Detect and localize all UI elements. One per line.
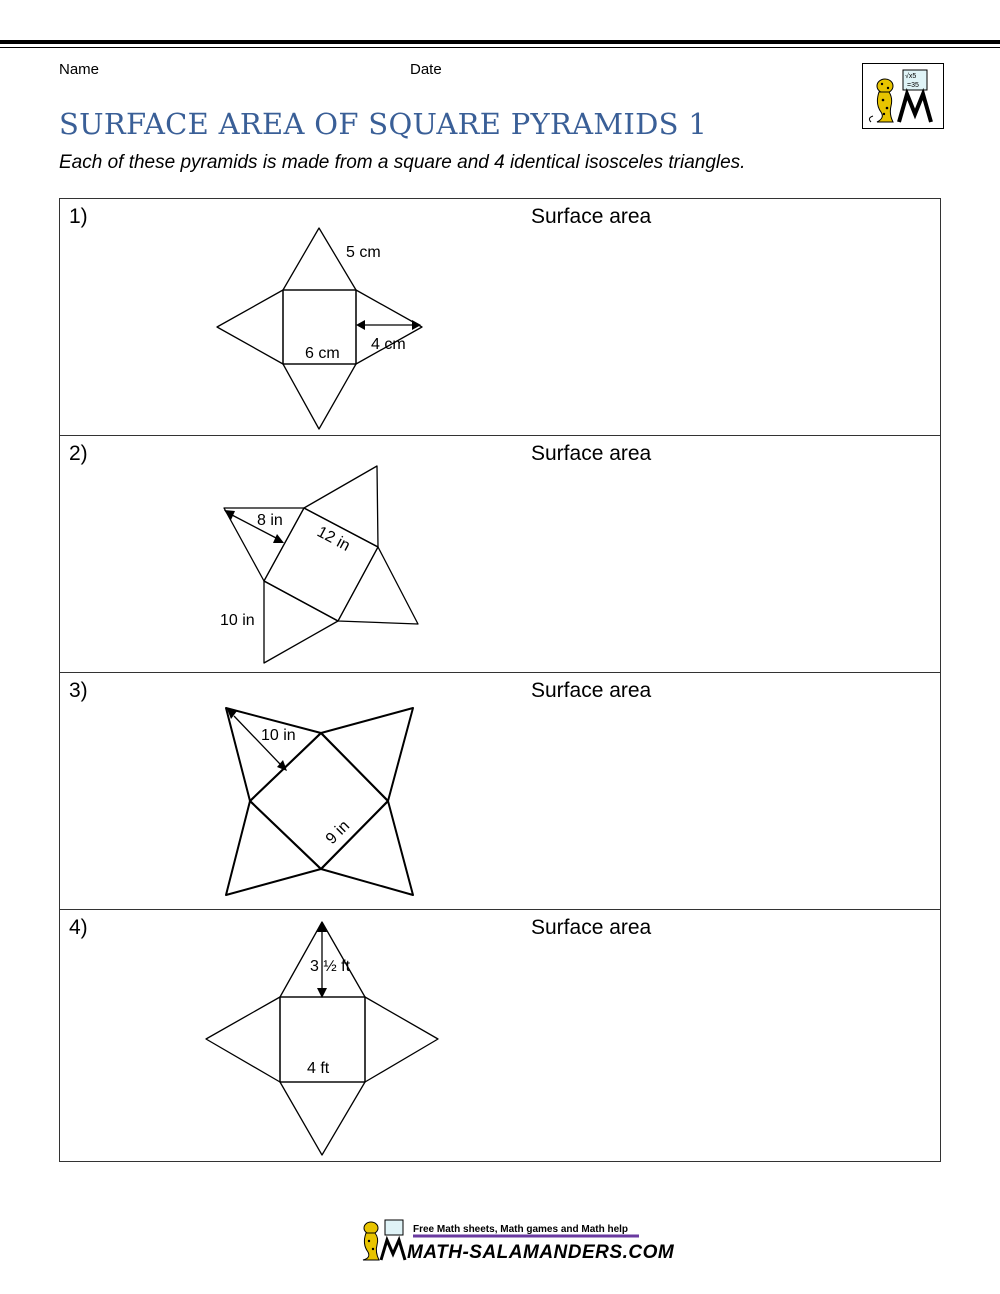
pyramid-net-1: [60, 199, 940, 436]
footer-tagline: Free Math sheets, Math games and Math help: [413, 1224, 629, 1235]
net-triangle-left: [217, 290, 283, 364]
label-slant-edge: 5 cm: [346, 244, 381, 261]
label-base: 9 in: [322, 817, 354, 848]
arrowhead-icon: [356, 320, 365, 330]
label-slant-height: 10 in: [261, 727, 296, 744]
logo-text-top: √x5: [905, 73, 917, 80]
net-triangle-right: [365, 997, 438, 1082]
date-label: Date: [410, 61, 442, 78]
net-triangle-bottom: [264, 581, 338, 663]
salamander-logo: [862, 63, 944, 129]
pyramid-net-4: [60, 910, 940, 1162]
question-number: 1): [69, 205, 88, 228]
instructions: Each of these pyramids is made from a square and 4 identical isosceles triangles.: [59, 152, 746, 173]
surface-area-label: Surface area: [531, 205, 652, 228]
question-2: [60, 436, 940, 673]
name-label: Name: [59, 61, 100, 78]
question-number: 2): [69, 442, 88, 465]
label-base: 4 ft: [307, 1060, 330, 1077]
label-slant-height: 8 in: [257, 512, 283, 529]
net-triangle-bottom-left: [226, 801, 321, 895]
arrowhead-icon: [273, 534, 284, 543]
pyramid-net-3: [60, 673, 940, 910]
label-slant-height: 3 ½ ft: [310, 958, 351, 975]
net-triangle-bottom: [280, 1082, 365, 1155]
surface-area-label: Surface area: [531, 916, 652, 939]
net-triangle-right: [338, 547, 418, 624]
logo-text-bottom: =35: [907, 82, 919, 89]
label-base: 12 in: [314, 523, 353, 555]
page-title: SURFACE AREA OF SQUARE PYRAMIDS 1: [59, 107, 708, 141]
pyramid-net-2: [60, 436, 940, 673]
net-triangle-top-right: [321, 708, 413, 801]
net-triangle-bottom: [283, 364, 356, 429]
salamander-footer-icon: [355, 1218, 675, 1264]
salamander-logo-icon: [863, 64, 943, 128]
question-4: [60, 910, 940, 1162]
question-grid: [59, 198, 941, 1162]
net-triangle-left: [206, 997, 280, 1082]
label-slant-edge: 10 in: [220, 612, 255, 629]
surface-area-label: Surface area: [531, 442, 652, 465]
question-number: 4): [69, 916, 88, 939]
footer-logo: [355, 1218, 675, 1264]
question-number: 3): [69, 679, 88, 702]
header-rule-thick: [0, 40, 1000, 44]
question-1: [60, 199, 940, 436]
header-rule-thin: [0, 47, 1000, 48]
surface-area-label: Surface area: [531, 679, 652, 702]
footer-site: MATH-SALAMANDERS.COM: [407, 1242, 675, 1263]
label-slant-height: 4 cm: [371, 336, 406, 353]
net-triangle-bottom-right: [321, 801, 413, 895]
question-3: [60, 673, 940, 910]
label-base: 6 cm: [305, 345, 340, 362]
